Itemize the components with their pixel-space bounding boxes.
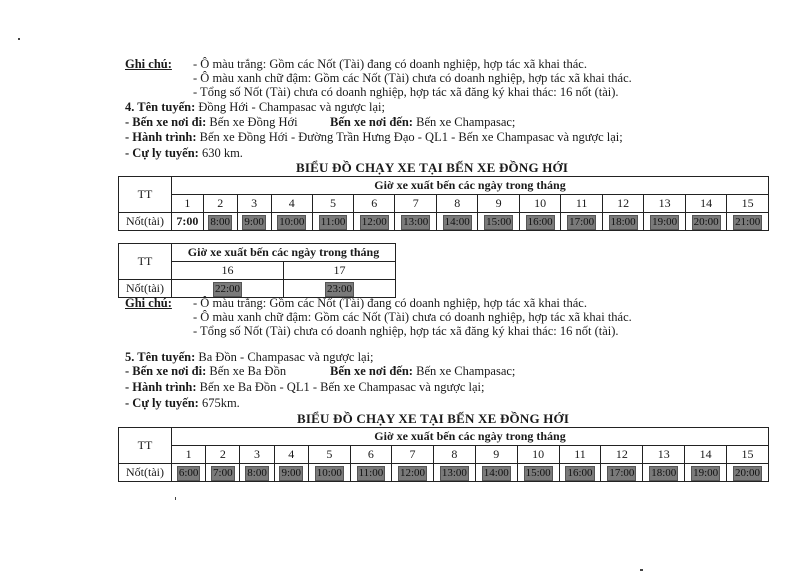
route5-day-cell: 5 xyxy=(308,446,350,464)
route5-dest xyxy=(330,364,515,378)
route4-time-cell-value: 10:00 xyxy=(279,215,305,228)
route5-time-cell-value: 20:00 xyxy=(735,466,761,479)
notes2-label: Ghi chú: xyxy=(125,296,172,310)
route5-time-cell-value: 19:00 xyxy=(693,466,719,479)
route4-time-cell-value: 18:00 xyxy=(610,215,636,228)
notes1-line2: - Ô màu xanh chữ đậm: Gồm các Nốt (Tài) chưa có doanh nghiệp, hợp tác xã khai thác. xyxy=(193,71,632,85)
route4-time-cell-value: 13:00 xyxy=(403,215,429,228)
route4-tt-header: TT xyxy=(119,177,172,213)
route4-time-cell-value: 15:00 xyxy=(486,215,512,228)
route5-origin-label: - Bến xe nơi đi: xyxy=(125,364,207,378)
route4-itinerary-label: - Hành trình: xyxy=(125,130,197,144)
route5-tt-header: TT xyxy=(119,428,172,464)
route4-time-cell xyxy=(602,213,643,231)
route4-table2-day-cell: 16 xyxy=(172,262,284,280)
route4-day-cell: 7 xyxy=(395,195,436,213)
route5-time-cell xyxy=(240,464,274,482)
route4-schedule-table-2 xyxy=(118,243,396,298)
route5-time-cell-value: 15:00 xyxy=(525,466,551,479)
scan-speck xyxy=(175,497,176,500)
route4-day-cell: 15 xyxy=(727,195,769,213)
route4-distance-label: - Cự ly tuyến: xyxy=(125,146,199,160)
route4-table2-time-cell xyxy=(284,280,396,298)
route4-day-cell: 1 xyxy=(172,195,204,213)
route5-day-cell: 7 xyxy=(392,446,434,464)
route4-time-cell xyxy=(685,213,726,231)
route5-name xyxy=(125,350,374,364)
route4-time-cell xyxy=(478,213,519,231)
notes1-label: Ghi chú: xyxy=(125,57,172,71)
route5-chart-title: BIỂU ĐỒ CHẠY XE TẠI BẾN XE ĐỒNG HỚI xyxy=(297,411,570,426)
route4-time-cell-value: 12:00 xyxy=(361,215,387,228)
route5-time-cell-value: 8:00 xyxy=(247,466,267,479)
notes1-line1: - Ô màu trắng: Gồm các Nốt (Tài) đang có doanh nghiệp, hợp tác xã khai thác. xyxy=(193,57,587,71)
route5-day-cell: 4 xyxy=(274,446,308,464)
route5-time-cell xyxy=(392,464,434,482)
route4-time-cell: 7:00 xyxy=(172,213,204,231)
route4-table2-row-label: Nốt(tài) xyxy=(119,280,172,298)
route5-time-cell xyxy=(433,464,475,482)
route5-time-cell xyxy=(727,464,769,482)
route4-name-label: 4. Tên tuyến: xyxy=(125,100,196,114)
route4-name xyxy=(125,100,385,114)
route5-name-label: 5. Tên tuyến: xyxy=(125,350,196,364)
route4-days-header: Giờ xe xuất bến các ngày trong tháng xyxy=(172,177,769,195)
route5-dest-label: Bến xe nơi đến: xyxy=(330,364,413,378)
route5-time-cell xyxy=(274,464,308,482)
route5-time-cell-value: 12:00 xyxy=(399,466,426,479)
route4-origin-label: - Bến xe nơi đi: xyxy=(125,115,207,129)
route4-origin-value: Bến xe Đồng Hới xyxy=(206,115,298,129)
route5-time-cell-value: 6:00 xyxy=(178,466,199,479)
route5-time-cell-value: 17:00 xyxy=(609,466,635,479)
route5-time-cell xyxy=(206,464,240,482)
route4-time-cell xyxy=(644,213,685,231)
scan-speck xyxy=(18,38,20,40)
route4-time-cell xyxy=(313,213,354,231)
route4-distance-value: 630 km. xyxy=(198,146,243,160)
route4-dest xyxy=(330,115,515,129)
route5-time-cell-value: 11:00 xyxy=(358,466,384,479)
route5-day-cell: 3 xyxy=(240,446,274,464)
route4-table2-time-cell-value: 22:00 xyxy=(214,282,241,295)
route5-day-cell: 13 xyxy=(643,446,685,464)
route4-day-cell: 3 xyxy=(237,195,271,213)
route5-time-cell xyxy=(643,464,685,482)
route4-table2-day-cell: 17 xyxy=(284,262,396,280)
route5-name-value: Ba Đồn - Champasac và ngược lại; xyxy=(195,350,374,364)
route5-time-cell xyxy=(475,464,517,482)
scan-speck xyxy=(640,569,643,571)
route5-day-cell: 1 xyxy=(172,446,206,464)
route4-row-label: Nốt(tài) xyxy=(119,213,172,231)
notes2-line1: - Ô màu trắng: Gồm các Nốt (Tài) đang có doanh nghiệp, hợp tác xã khai thác. xyxy=(193,296,587,310)
route4-time-cell xyxy=(271,213,312,231)
route4-name-value: Đồng Hới - Champasac và ngược lại; xyxy=(195,100,386,114)
route5-time-cell xyxy=(172,464,206,482)
route4-table2-days-header: Giờ xe xuất bến các ngày trong tháng xyxy=(172,244,396,262)
route5-day-cell: 11 xyxy=(559,446,601,464)
route5-day-cell: 6 xyxy=(350,446,391,464)
route5-row-label: Nốt(tài) xyxy=(119,464,172,482)
route4-dest-label: Bến xe nơi đến: xyxy=(330,115,413,129)
route4-time-cell-value: 17:00 xyxy=(569,215,595,228)
route4-day-cell: 13 xyxy=(644,195,685,213)
route5-origin xyxy=(125,364,286,378)
route5-time-cell xyxy=(517,464,559,482)
route4-time-cell xyxy=(436,213,477,231)
route5-distance-label: - Cự ly tuyến: xyxy=(125,396,199,410)
route4-day-cell: 5 xyxy=(313,195,354,213)
route4-day-cell: 9 xyxy=(478,195,519,213)
notes1-line3: - Tổng số Nốt (Tài) chưa có doanh nghiệp, hợp tác xã đăng ký khai thác: 16 nốt (tài). xyxy=(193,85,619,99)
route4-day-cell: 4 xyxy=(271,195,312,213)
route4-dest-value: Bến xe Champasac; xyxy=(412,115,516,129)
route5-day-cell: 14 xyxy=(685,446,727,464)
route5-time-cell-value: 16:00 xyxy=(567,466,593,479)
route5-time-cell xyxy=(685,464,727,482)
route5-origin-value: Bến xe Ba Đồn xyxy=(206,364,287,378)
route5-time-cell xyxy=(601,464,643,482)
route4-day-cell: 10 xyxy=(519,195,560,213)
route4-time-cell-value: 11:00 xyxy=(320,215,346,228)
route5-schedule-table xyxy=(118,427,769,482)
route4-itinerary-value: Bến xe Đồng Hới - Đường Trần Hưng Đạo - QL1 - Bến xe Champasac và ngược lại; xyxy=(196,130,623,144)
route5-time-cell-value: 9:00 xyxy=(281,466,302,479)
route5-day-cell: 8 xyxy=(433,446,475,464)
route4-time-cell-value: 21:00 xyxy=(735,215,761,228)
route4-schedule-table xyxy=(118,176,769,231)
route4-table2-time-cell xyxy=(172,280,284,298)
route5-day-cell: 10 xyxy=(517,446,559,464)
route4-table2-tt: TT xyxy=(119,244,172,280)
route4-time-cell xyxy=(353,213,394,231)
route5-time-cell xyxy=(559,464,601,482)
route4-day-cell: 12 xyxy=(602,195,643,213)
route5-itinerary xyxy=(125,380,485,394)
route4-itinerary xyxy=(125,130,623,144)
route5-time-cell-value: 14:00 xyxy=(483,466,509,479)
notes2-line3: - Tổng số Nốt (Tài) chưa có doanh nghiệp, hợp tác xã đăng ký khai thác: 16 nốt (tài). xyxy=(193,324,619,338)
route4-time-cell-value: 8:00 xyxy=(210,215,230,228)
route5-days-header: Giờ xe xuất bến các ngày trong tháng xyxy=(172,428,769,446)
route5-day-cell: 15 xyxy=(727,446,769,464)
route5-time-cell xyxy=(350,464,391,482)
notes2-line2: - Ô màu xanh chữ đậm: Gồm các Nốt (Tài) chưa có doanh nghiệp, hợp tác xã khai thác. xyxy=(193,310,632,324)
route4-time-cell-value: 20:00 xyxy=(693,215,719,228)
route4-origin xyxy=(125,115,298,129)
route4-time-cell xyxy=(727,213,769,231)
route4-day-cell: 8 xyxy=(436,195,477,213)
route4-day-cell: 11 xyxy=(561,195,602,213)
route4-time-cell-value: 19:00 xyxy=(652,215,678,228)
route4-time-cell xyxy=(561,213,602,231)
route5-time-cell-value: 10:00 xyxy=(316,466,342,479)
route5-day-cell: 12 xyxy=(601,446,643,464)
route4-time-cell xyxy=(519,213,560,231)
route4-day-cell: 2 xyxy=(203,195,237,213)
route5-time-cell-value: 18:00 xyxy=(651,466,677,479)
route4-time-cell xyxy=(395,213,436,231)
route4-day-cell: 14 xyxy=(685,195,726,213)
route4-distance xyxy=(125,146,243,160)
route5-day-cell: 2 xyxy=(206,446,240,464)
route5-time-cell-value: 13:00 xyxy=(441,466,467,479)
route5-dest-value: Bến xe Champasac; xyxy=(412,364,516,378)
route4-chart-title: BIỂU ĐỒ CHẠY XE TẠI BẾN XE ĐỒNG HỚI xyxy=(296,160,569,175)
route5-distance-value: 675km. xyxy=(198,396,240,410)
route4-day-cell: 6 xyxy=(353,195,394,213)
route5-distance xyxy=(125,396,240,410)
route4-time-cell xyxy=(237,213,271,231)
route4-time-cell-value: 9:00 xyxy=(244,215,264,228)
route4-time-cell-value: 14:00 xyxy=(444,215,470,228)
route4-table2-time-cell-value: 23:00 xyxy=(326,282,353,295)
route5-time-cell-value: 7:00 xyxy=(213,466,233,479)
route5-itinerary-value: Bến xe Ba Đồn - QL1 - Bến xe Champasac và ngược lại; xyxy=(196,380,485,394)
route4-time-cell-value: 16:00 xyxy=(527,215,553,228)
route5-itinerary-label: - Hành trình: xyxy=(125,380,197,394)
route4-time-cell xyxy=(203,213,237,231)
route5-time-cell xyxy=(308,464,350,482)
route5-day-cell: 9 xyxy=(475,446,517,464)
